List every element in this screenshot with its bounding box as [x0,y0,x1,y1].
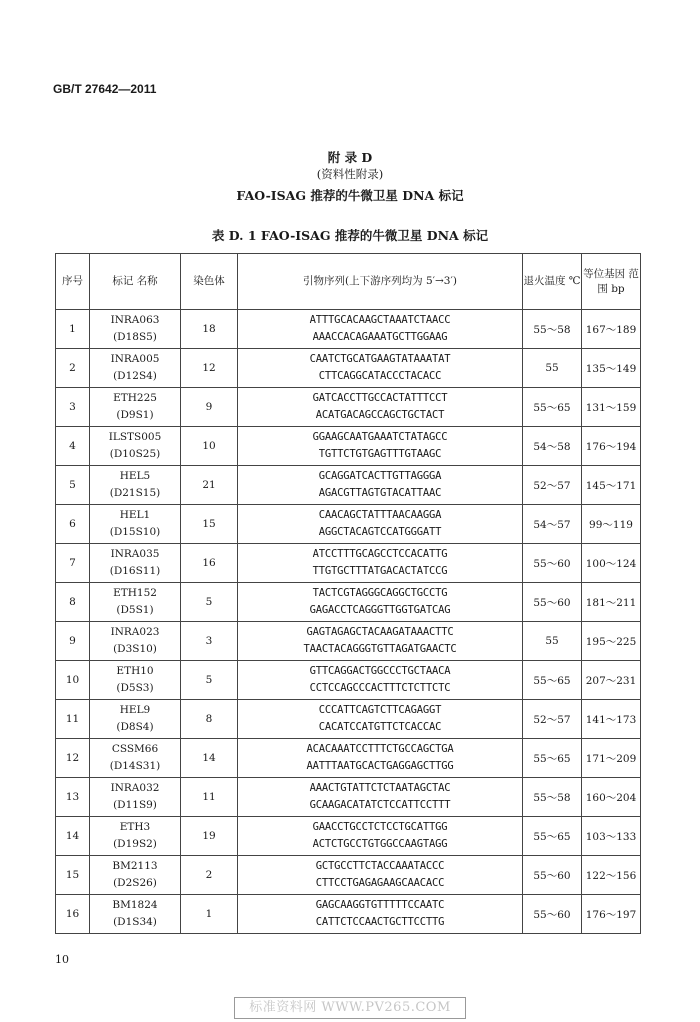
cell-annealing: 55～60 [523,544,582,583]
cell-no: 5 [56,466,90,505]
cell-annealing: 52～57 [523,466,582,505]
table-row [56,466,641,505]
table-row [56,700,641,739]
cell-chromosome: 18 [181,310,238,349]
forward-primer: GCTGCCTTCTACCAAATACCC [315,860,445,872]
cell-no: 4 [56,427,90,466]
reverse-primer: AAACCACAGAAATGCTTGGAAG [312,331,448,343]
cell-annealing: 54～57 [523,505,582,544]
header-annealing [523,254,582,310]
cell-no: 13 [56,778,90,817]
locus-name: (D19S2) [113,838,157,850]
marker-name: BM2113 [112,860,158,872]
cell-primer [238,895,523,934]
cell-annealing: 55～65 [523,388,582,427]
header-annealing-line1: 退火温度 [523,275,566,287]
cell-allele-range: 207～231 [582,661,641,700]
reverse-primer: CTTCAGGCATACCCTACACC [318,370,442,382]
cell-annealing: 55～65 [523,739,582,778]
header-no: 序号 [56,254,90,310]
cell-primer [238,427,523,466]
cell-no: 11 [56,700,90,739]
cell-annealing: 52～57 [523,700,582,739]
cell-annealing: 55～65 [523,661,582,700]
cell-allele-range: 176～194 [582,427,641,466]
cell-no: 2 [56,349,90,388]
marker-name: ETH225 [113,392,157,404]
marker-name: HEL5 [119,470,151,482]
table-row [56,895,641,934]
locus-name: (D16S11) [109,565,161,577]
marker-name: INRA063 [110,314,160,326]
cell-allele-range: 99～119 [582,505,641,544]
locus-name: (D3S10) [113,643,157,655]
forward-primer: GCAGGATCACTTGTTAGGGA [318,470,442,482]
cell-allele-range: 195～225 [582,622,641,661]
forward-primer: TACTCGTAGGGCAGGCTGCCTG [312,587,448,599]
forward-primer: GAACCTGCCTCTCCTGCATTGG [312,821,448,833]
cell-marker [90,622,181,661]
forward-primer: CAATCTGCATGAAGTATAAATAT [309,353,451,365]
cell-marker [90,778,181,817]
cell-chromosome: 5 [181,583,238,622]
cell-chromosome: 2 [181,856,238,895]
cell-chromosome: 1 [181,895,238,934]
table-row [56,817,641,856]
cell-allele-range: 100～124 [582,544,641,583]
reverse-primer: AATTTAATGCACTGAGGAGCTTGG [306,760,454,772]
cell-primer [238,700,523,739]
reverse-primer: CACATCCATGTTCTCACCAC [318,721,442,733]
locus-name: (D14S31) [109,760,161,772]
cell-annealing: 55～58 [523,778,582,817]
cell-primer [238,310,523,349]
reverse-primer: GAGACCTCAGGGTTGGTGATCAG [309,604,451,616]
cell-primer [238,622,523,661]
header-marker-line2: 名称 [136,275,158,287]
cell-marker [90,310,181,349]
marker-table [55,253,641,934]
cell-chromosome: 11 [181,778,238,817]
cell-allele-range: 135～149 [582,349,641,388]
cell-chromosome: 5 [181,661,238,700]
locus-name: (D12S4) [113,370,157,382]
table-body [56,310,641,934]
reverse-primer: AGACGTTAGTGTACATTAAC [318,487,442,499]
cell-marker [90,583,181,622]
standard-number: GB/T 27642—2011 [53,82,157,96]
table-row [56,778,641,817]
cell-allele-range: 145～171 [582,466,641,505]
header-allele-line3: bp [611,282,625,295]
locus-name: (D1S34) [113,916,157,928]
cell-primer [238,817,523,856]
cell-allele-range: 122～156 [582,856,641,895]
cell-marker [90,817,181,856]
cell-no: 9 [56,622,90,661]
cell-chromosome: 12 [181,349,238,388]
cell-allele-range: 103～133 [582,817,641,856]
cell-no: 16 [56,895,90,934]
forward-primer: ATCCTTTGCAGCCTCCACATTG [312,548,448,560]
forward-primer: CCCATTCAGTCTTCAGAGGT [318,704,442,716]
cell-annealing: 55～60 [523,583,582,622]
header-allele-range [582,254,641,310]
cell-chromosome: 3 [181,622,238,661]
cell-chromosome: 16 [181,544,238,583]
cell-allele-range: 181～211 [582,583,641,622]
cell-annealing: 55～65 [523,817,582,856]
cell-no: 6 [56,505,90,544]
cell-allele-range: 131～159 [582,388,641,427]
cell-marker [90,739,181,778]
cell-annealing: 55～60 [523,895,582,934]
cell-primer [238,388,523,427]
cell-marker [90,388,181,427]
reverse-primer: AGGCTACAGTCCATGGGATT [318,526,442,538]
reverse-primer: ACTCTGCCTGTGGCCAAGTAGG [312,838,448,850]
header-allele-line1: 等位基因 [583,267,626,280]
marker-name: ETH152 [113,587,157,599]
forward-primer: GAGCAAGGTGTTTTTCCAATC [315,899,445,911]
locus-name: (D5S1) [116,604,154,616]
forward-primer: ACACAAATCCTTTCTGCCAGCTGA [306,743,454,755]
cell-no: 12 [56,739,90,778]
forward-primer: GGAAGCAATGAAATCTATAGCC [312,431,448,443]
reverse-primer: GCAAGACATATCTCCATTCCTTT [309,799,451,811]
table-row [56,856,641,895]
cell-allele-range: 176～197 [582,895,641,934]
cell-allele-range: 171～209 [582,739,641,778]
cell-no: 1 [56,310,90,349]
forward-primer: GATCACCTTGCCACTATTTCCT [312,392,448,404]
table-row [56,622,641,661]
locus-name: (D18S5) [113,331,157,343]
forward-primer: GTTCAGGACTGGCCCTGCTAACA [309,665,451,677]
table-row [56,739,641,778]
header-annealing-line2: ℃ [568,275,581,287]
cell-allele-range: 167～189 [582,310,641,349]
cell-primer [238,856,523,895]
table-row [56,544,641,583]
table-row [56,583,641,622]
cell-no: 10 [56,661,90,700]
locus-name: (D15S10) [109,526,161,538]
cell-annealing: 55 [523,349,582,388]
cell-primer [238,583,523,622]
reverse-primer: CCTCCAGCCCACTTTCTCTTCTC [309,682,451,694]
table-row [56,505,641,544]
header-allele-line2: 范围 [597,267,639,295]
header-chromosome: 染色体 [181,254,238,310]
cell-marker [90,349,181,388]
header-marker-line1: 标记 [112,275,134,287]
cell-marker [90,466,181,505]
cell-primer [238,739,523,778]
forward-primer: CAACAGCTATTTAACAAGGA [318,509,442,521]
watermark: 标准资料网 WWW.PV265.COM [234,997,466,1019]
marker-name: BM1824 [112,899,158,911]
cell-no: 3 [56,388,90,427]
locus-name: (D21S15) [109,487,161,499]
locus-name: (D9S1) [116,409,154,421]
cell-marker [90,427,181,466]
cell-marker [90,661,181,700]
locus-name: (D10S25) [109,448,161,460]
appendix-type: (资料性附录) [316,167,384,181]
cell-marker [90,895,181,934]
cell-no: 8 [56,583,90,622]
cell-annealing: 55～60 [523,856,582,895]
table-row [56,427,641,466]
cell-no: 15 [56,856,90,895]
cell-primer [238,505,523,544]
cell-chromosome: 15 [181,505,238,544]
reverse-primer: TGTTCTGTGAGTTTGTAAGC [318,448,442,460]
cell-chromosome: 9 [181,388,238,427]
cell-marker [90,856,181,895]
cell-annealing: 54～58 [523,427,582,466]
reverse-primer: TAACTACAGGGTGTTAGATGAACTC [303,643,457,655]
reverse-primer: CTTCCTGAGAGAAGCAACACC [315,877,445,889]
locus-name: (D11S9) [113,799,157,811]
reverse-primer: ACATGACAGCCAGCTGCTACT [315,409,445,421]
cell-allele-range: 160～204 [582,778,641,817]
table-row [56,388,641,427]
cell-marker [90,700,181,739]
marker-name: INRA035 [110,548,160,560]
marker-name: HEL1 [119,509,151,521]
table-header-row [56,254,641,310]
locus-name: (D8S4) [116,721,154,733]
marker-name: INRA023 [110,626,160,638]
cell-no: 7 [56,544,90,583]
forward-primer: AAACTGTATTCTCTAATAGCTAC [309,782,451,794]
marker-name: ILSTS005 [108,431,162,443]
table-row [56,349,641,388]
reverse-primer: TTGTGCTTTATGACACTATCCG [312,565,448,577]
cell-annealing: 55 [523,622,582,661]
locus-name: (D2S26) [113,877,157,889]
cell-no: 14 [56,817,90,856]
marker-name: ETH3 [119,821,151,833]
cell-primer [238,778,523,817]
cell-chromosome: 19 [181,817,238,856]
cell-primer [238,544,523,583]
appendix-label: 附 录 D [327,150,373,165]
cell-allele-range: 141～173 [582,700,641,739]
cell-marker [90,544,181,583]
appendix-title: FAO-ISAG 推荐的牛微卫星 DNA 标记 [236,188,464,203]
marker-name: INRA032 [110,782,160,794]
table-caption: 表 D. 1 FAO-ISAG 推荐的牛微卫星 DNA 标记 [211,228,489,243]
table-row [56,310,641,349]
forward-primer: ATTTGCACAAGCTAAATCTAACC [309,314,451,326]
page-number: 10 [55,953,69,966]
forward-primer: GAGTAGAGCTACAAGATAAACTTC [306,626,454,638]
cell-primer [238,466,523,505]
locus-name: (D5S3) [116,682,154,694]
marker-name: ETH10 [116,665,154,677]
cell-chromosome: 14 [181,739,238,778]
cell-marker [90,505,181,544]
header-primer: 引物序列(上下游序列均为 5′→3′) [238,254,523,310]
table-row [56,661,641,700]
cell-chromosome: 10 [181,427,238,466]
header-marker [90,254,181,310]
marker-name: HEL9 [119,704,151,716]
cell-chromosome: 21 [181,466,238,505]
cell-annealing: 55～58 [523,310,582,349]
cell-primer [238,349,523,388]
marker-name: CSSM66 [111,743,159,755]
cell-primer [238,661,523,700]
reverse-primer: CATTCTCCAACTGCTTCCTTG [315,916,445,928]
cell-chromosome: 8 [181,700,238,739]
marker-name: INRA005 [110,353,160,365]
